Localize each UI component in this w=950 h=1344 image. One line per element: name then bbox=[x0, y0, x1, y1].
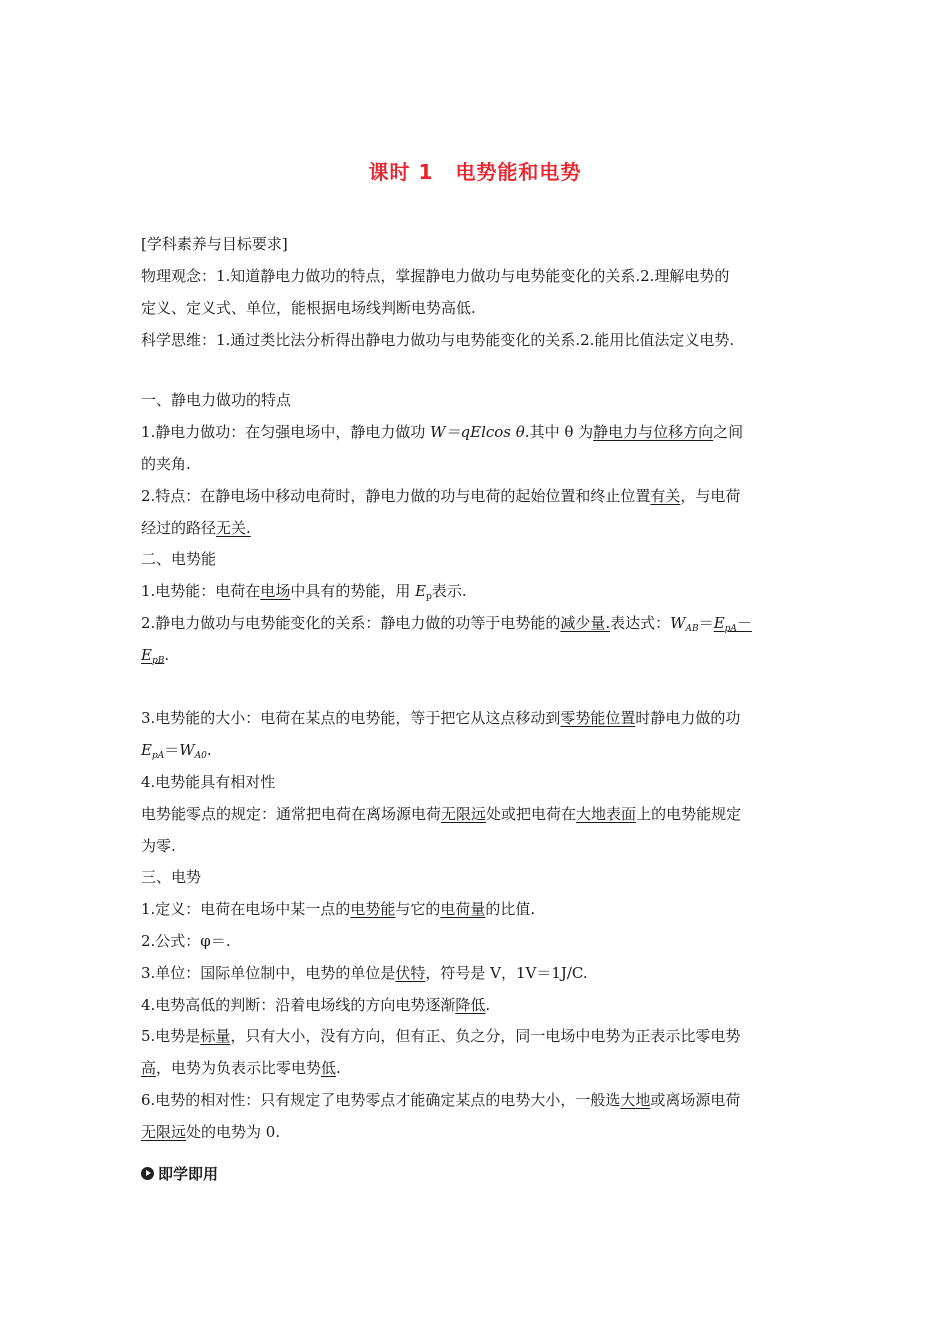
section3-item1: 1.定义：电荷在电场中某一点的电势能与它的电荷量的比值. bbox=[141, 900, 536, 918]
answer-blank: 低 bbox=[321, 1059, 337, 1077]
answer-blank: 有关 bbox=[650, 487, 681, 505]
goals-thinking: 科学思维：1.通过类比法分析得出静电力做功与电势能变化的关系.2.能用比值法定义电势. bbox=[141, 331, 735, 349]
practice-section-label bbox=[141, 1163, 218, 1184]
answer-blank: 无关. bbox=[216, 519, 251, 537]
section3-item6-cont: 无限远处的电势为 0. bbox=[141, 1123, 281, 1141]
practice-label: 即学即用 bbox=[158, 1165, 219, 1183]
goals-physics-line2: 定义、定义式、单位，能根据电场线判断电势高低. bbox=[141, 299, 476, 317]
answer-blank: 零势能位置 bbox=[560, 709, 636, 727]
section3-item6: 6.电势的相对性：只有规定了电势零点才能确定某点的电势大小，一般选大地或离场源电荷 bbox=[141, 1091, 741, 1109]
section3-item2: 2.公式：φ＝. bbox=[141, 932, 231, 950]
section3-heading: 三、电势 bbox=[141, 868, 202, 886]
work-formula: W＝qElcos θ bbox=[430, 423, 525, 441]
section1-item2-cont: 经过的路径无关. bbox=[141, 519, 251, 537]
section3-item4: 4.电势高低的判断：沿着电场线的方向电势逐渐降低. bbox=[141, 996, 491, 1014]
answer-blank: 标量 bbox=[200, 1027, 231, 1045]
goals-heading: [学科素养与目标要求] bbox=[141, 235, 288, 253]
section2-zero-point-cont: 为零. bbox=[141, 837, 176, 855]
section2-heading: 二、电势能 bbox=[141, 550, 217, 568]
play-circle-icon bbox=[141, 1167, 154, 1180]
answer-blank: 电势能 bbox=[350, 900, 396, 918]
section2-item2: 2.静电力做功与电势能变化的关系：静电力做的功等于电势能的减少量.表达式：$W_{AB}=E_{pA}-$ bbox=[141, 614, 752, 634]
answer-blank: 减少量. bbox=[560, 614, 611, 632]
section2-item1: 1.电势能：电荷在电场中具有的势能，用 $E_p$表示. bbox=[141, 582, 467, 602]
section3-item5-cont: 高，电势为负表示比零电势低. bbox=[141, 1059, 341, 1077]
answer-blank: 静电力与位移方向 bbox=[593, 423, 714, 441]
answer-blank: 电荷量 bbox=[440, 900, 486, 918]
section2-zero-point: 电势能零点的规定：通常把电荷在离场源电荷无限远处或把电荷在大地表面上的电势能规定 bbox=[141, 805, 742, 823]
answer-blank: 高 bbox=[141, 1059, 157, 1077]
section2-item3: 3.电势能的大小：电荷在某点的电势能，等于把它从这点移动到零势能位置时静电力做的功 bbox=[141, 709, 741, 727]
section1-item1-cont: 的夹角. bbox=[141, 455, 191, 473]
section1-item2: 2.特点：在静电场中移动电荷时，静电力做的功与电荷的起始位置和终止位置有关，与电荷 bbox=[141, 487, 741, 505]
section2-item3-cont: $E_{pA}=W_{A0}$. bbox=[141, 741, 212, 761]
answer-blank: 大地 bbox=[620, 1091, 651, 1109]
answer-blank: 伏特 bbox=[395, 964, 426, 982]
lesson-number: 课时 1 bbox=[368, 160, 434, 184]
answer-blank: 降低 bbox=[455, 996, 486, 1014]
section1-heading: 一、静电力做功的特点 bbox=[141, 391, 292, 409]
section2-item4: 4.电势能具有相对性 bbox=[141, 773, 276, 791]
section1-item1: 1.静电力做功：在匀强电场中，静电力做功 W＝qElcos θ.其中 θ 为静电力与位移方向之间 bbox=[141, 423, 744, 441]
answer-blank: 无限远 bbox=[141, 1123, 187, 1141]
section3-item5: 5.电势是标量，只有大小，没有方向，但有正、负之分，同一电场中电势为正表示比零电势 bbox=[141, 1027, 741, 1045]
answer-blank: 电场 bbox=[260, 582, 291, 600]
answer-blank: 无限远 bbox=[441, 805, 487, 823]
goals-physics-line1: 物理观念：1.知道静电力做功的特点，掌握静电力做功与电势能变化的关系.2.理解电势的 bbox=[141, 267, 730, 285]
section2-item2-cont: $E_{pB}$. bbox=[141, 646, 170, 666]
page-title bbox=[0, 156, 950, 185]
section3-item3: 3.单位：国际单位制中，电势的单位是伏特，符号是 V，1V＝1J/C. bbox=[141, 964, 588, 982]
answer-blank: 大地表面 bbox=[576, 805, 637, 823]
lesson-topic: 电势能和电势 bbox=[455, 160, 582, 184]
